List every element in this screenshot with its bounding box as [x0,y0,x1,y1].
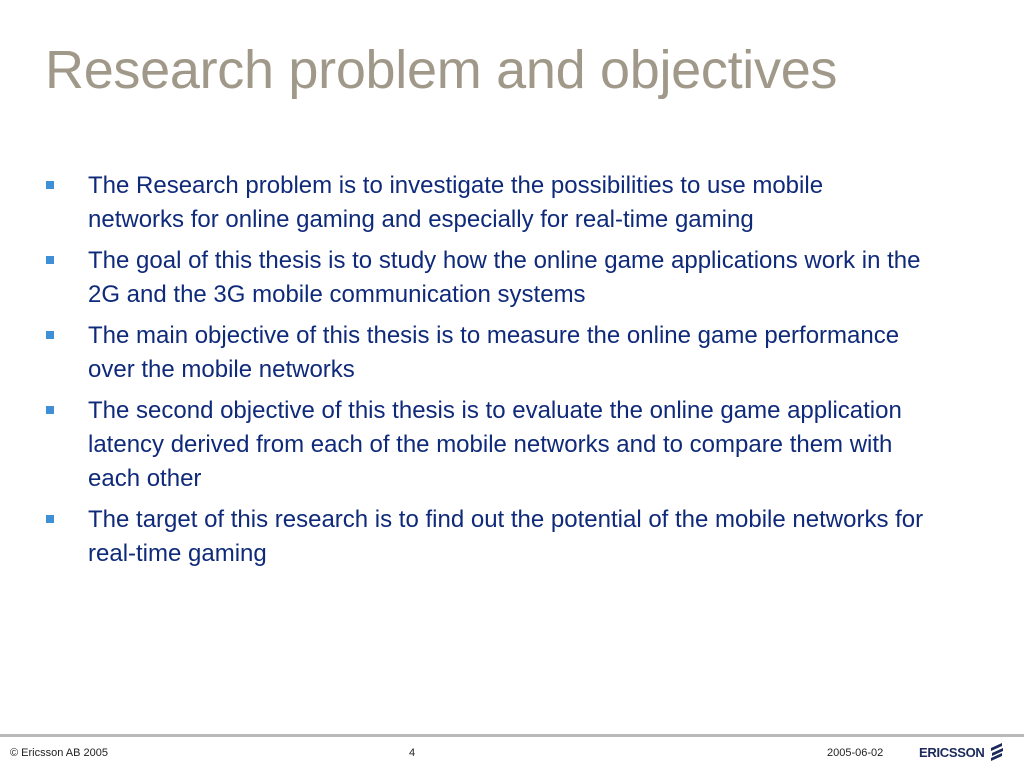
bullet-text: The goal of this thesis is to study how the online game applications work in the 2G and the 3G mobile communication systems [88,247,921,308]
ericsson-logo-icon [990,743,1004,761]
bullet-item [44,503,924,571]
slide-title: Research problem and objectives [45,40,838,100]
bullet-item [44,319,924,387]
page-number: 4 [409,747,416,759]
bullet-text: The target of this research is to find out the potential of the mobile networks for real-time gaming [88,506,924,567]
footer-copyright: © Ericsson AB 2005 [10,747,108,759]
square-bullet-icon [46,181,54,189]
logo-wordmark: ERICSSON [919,744,985,760]
bullet-item [44,169,924,237]
square-bullet-icon [46,515,54,523]
bullet-text: The Research problem is to investigate the possibilities to use mobile networks for online gaming and especially for real-time gaming [88,172,824,233]
square-bullet-icon [46,331,54,339]
square-bullet-icon [46,256,54,264]
bullet-item [44,244,924,312]
bullet-item [44,394,924,496]
footer-date: 2005-06-02 [827,747,884,759]
bullet-text: The main objective of this thesis is to measure the online game performance over the mobile networks [88,322,900,383]
ericsson-logo [919,741,1004,763]
square-bullet-icon [46,406,54,414]
bullet-text: The second objective of this thesis is to evaluate the online game application latency derived from each of the mobile networks and to compare them with each other [88,397,902,492]
footer-divider [0,734,1024,737]
bullet-list [44,169,924,578]
